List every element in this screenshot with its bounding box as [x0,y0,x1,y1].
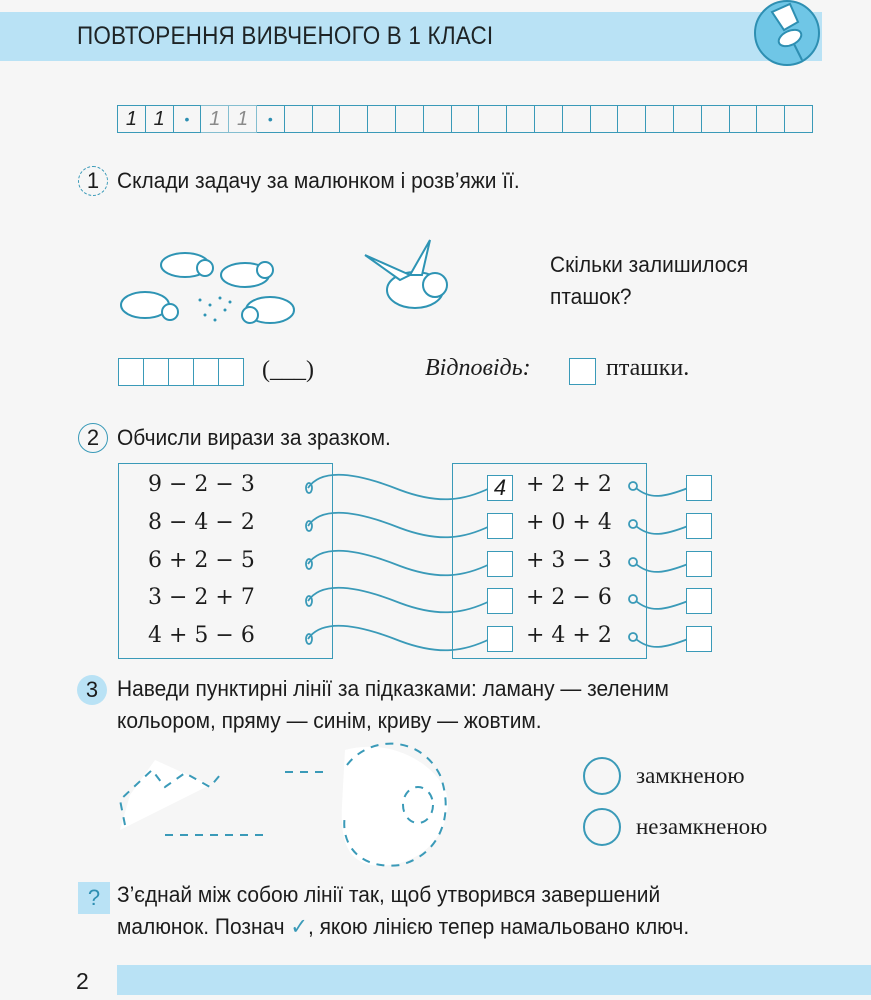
open-option-label: незамкненою [636,814,768,839]
expression-left: 8 − 4 − 2 [148,510,255,535]
bonus-line-1: З’єднай між собою лінії так, щоб утворився завершений [117,882,661,907]
final-result-box[interactable] [686,475,712,501]
footer-band [117,965,871,995]
partial-result-box[interactable] [487,588,513,614]
answer-label: Відповідь: [425,355,531,381]
question-line-1: Скільки залишилося [550,252,749,277]
expression-right: + 0 + 4 [526,510,612,535]
final-result-box[interactable] [686,551,712,577]
copybook-cell[interactable]: 1 [146,105,174,133]
expression-left: 4 + 5 − 6 [148,623,255,648]
exercise2-instruction: Обчисли вирази за зразком. [117,425,391,450]
question-line-2: пташок? [550,284,632,309]
partial-result-box[interactable] [487,513,513,539]
checkmark-icon: ✓ [290,914,308,939]
copybook-cell[interactable]: • [257,105,285,133]
exercise-number-3: 3 [77,675,107,705]
exercise1-instruction: Склади задачу за малюнком і розв’яжи її. [117,168,520,193]
exercise-number-2: 2 [78,423,108,453]
expression-left: 9 − 2 − 3 [148,472,255,497]
final-result-box[interactable] [686,626,712,652]
expression-right: + 3 − 3 [526,548,612,573]
final-result-box[interactable] [686,513,712,539]
exercise-number-1: 1 [78,166,108,196]
expression-left: 3 − 2 + 7 [148,585,255,610]
dashed-key-drawing [100,735,470,875]
partial-result-box[interactable]: 4 [487,475,513,501]
bonus-text-a: малюнок. Познач [117,914,285,939]
open-option-radio[interactable] [583,808,621,846]
closed-option-label: замкненою [636,763,745,788]
exercise3-line-2: кольором, пряму — синім, криву — жовтим. [117,708,542,733]
page-number: 2 [76,968,89,994]
closed-option-radio[interactable] [583,757,621,795]
page-title: ПОВТОРЕННЯ ВИВЧЕНОГО В 1 КЛАСІ [77,22,494,50]
expression-right: + 2 + 2 [526,472,612,497]
bonus-text-b: , якою лінією тепер намальовано ключ. [307,914,690,939]
expression-left: 6 + 2 − 5 [148,548,255,573]
expression-right: + 4 + 2 [526,623,612,648]
copybook-cell[interactable]: 1 [118,105,146,133]
answer-unit: пташки. [606,355,690,381]
partial-result-box[interactable] [487,626,513,652]
expression-right: + 2 − 6 [526,585,612,610]
final-result-box[interactable] [686,588,712,614]
partial-result-box[interactable] [487,551,513,577]
unit-blank[interactable]: (___) [262,357,314,383]
exercise3-line-1: Наведи пунктирні лінії за підказками: ламану — зеленим [117,676,669,701]
copybook-cell[interactable]: 1 [229,105,257,133]
bonus-line-2 [117,914,689,940]
copybook-cell[interactable]: 1 [201,105,229,133]
copybook-cell[interactable]: • [174,105,202,133]
question-marker: ? [78,882,110,914]
